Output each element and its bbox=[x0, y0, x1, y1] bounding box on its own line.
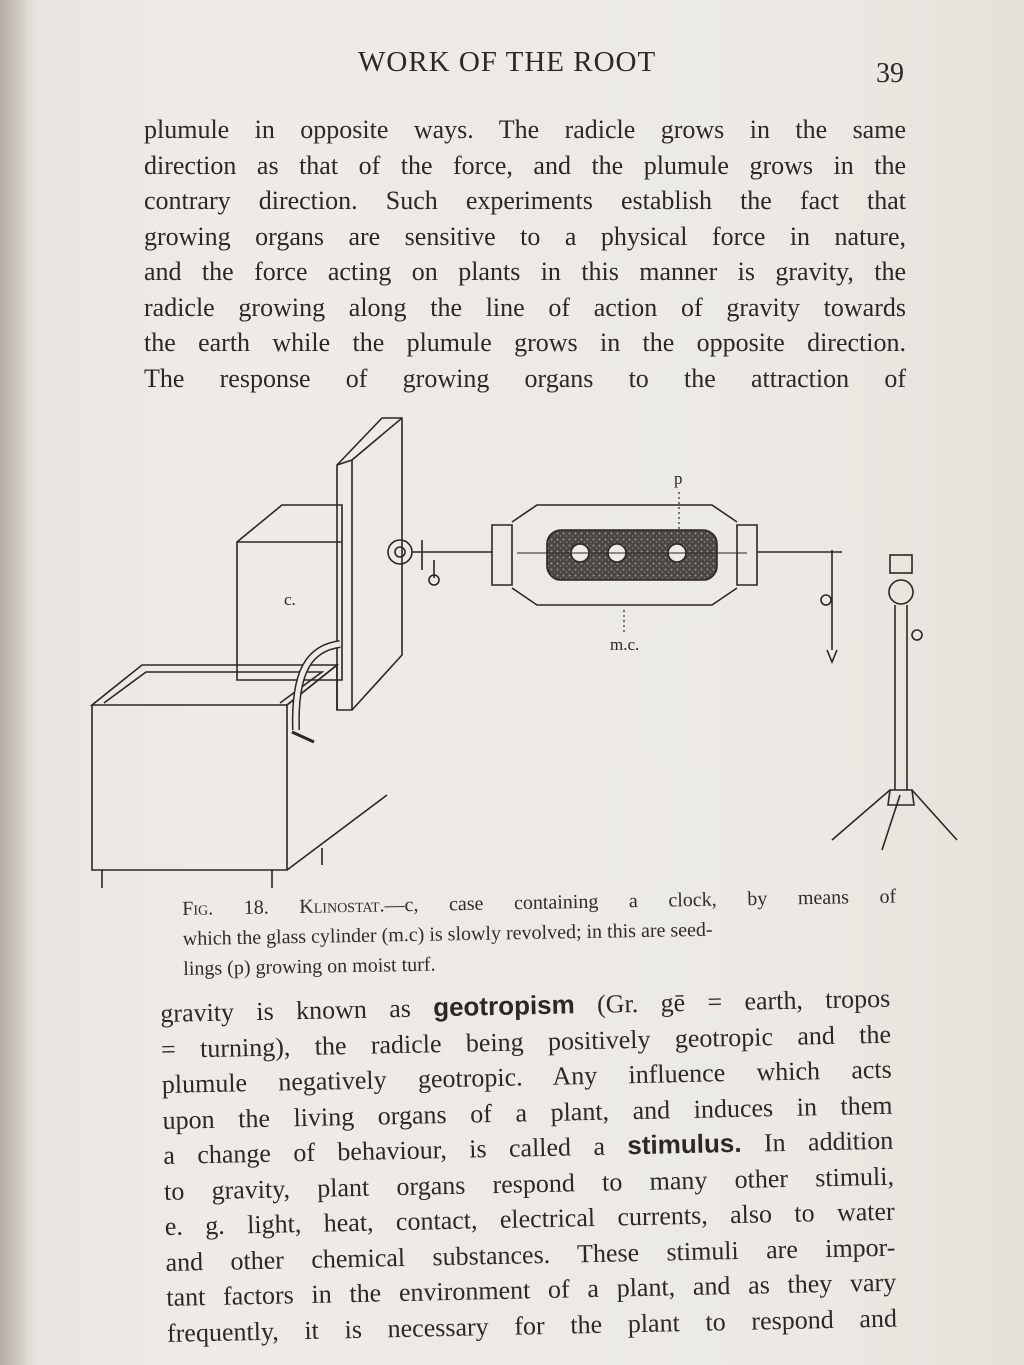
text-fragment: gravity is known as bbox=[160, 993, 434, 1028]
running-head: WORK OF THE ROOT bbox=[358, 46, 657, 78]
caption-line: lings (p) growing on moist turf. bbox=[183, 953, 436, 980]
trough-box bbox=[92, 665, 387, 888]
text-line: plumule in opposite ways. The radicle grows in the same bbox=[144, 115, 906, 144]
text-line: the earth while the plumule grows in the opposite direction. bbox=[144, 328, 906, 357]
text-line: to gravity, plant organs respond to many other stimuli, bbox=[163, 1161, 895, 1206]
text-line: radicle growing along the line of action of gravity towards bbox=[144, 292, 906, 322]
text-line: tant factors in the environment of a plant, and as they vary bbox=[166, 1267, 897, 1312]
paragraph-bottom bbox=[160, 981, 897, 1351]
mounting-board bbox=[337, 418, 402, 710]
figure-caption bbox=[182, 882, 897, 984]
klinostat-illustration bbox=[82, 400, 962, 890]
term-geotropism: geotropism bbox=[432, 989, 576, 1023]
term-stimulus: stimulus. bbox=[627, 1127, 742, 1161]
book-gutter bbox=[0, 0, 26, 1365]
caption-fig-number: Fig. 18. bbox=[182, 896, 269, 920]
page-number: 39 bbox=[876, 58, 904, 89]
text-line: frequently, it is necessary for the plant to respond and bbox=[166, 1303, 898, 1348]
text-line: = turning), the radicle being positively geotropic and the bbox=[160, 1019, 892, 1064]
caption-line: which the glass cylinder (m.c) is slowly revolved; in this are seed- bbox=[182, 918, 713, 950]
paragraph-top bbox=[144, 112, 906, 396]
text-line: e. g. light, heat, contact, electrical currents, also to water bbox=[164, 1196, 895, 1241]
glass-cylinder bbox=[492, 492, 842, 632]
caption-title: Klinostat. bbox=[299, 894, 385, 918]
text-line: and other chemical substances. These stimuli are impor- bbox=[165, 1232, 896, 1277]
text-line: and the force acting on plants in this manner is gravity, the bbox=[144, 257, 906, 286]
text-fragment: In addition bbox=[741, 1125, 894, 1158]
figure-label-seedlings: p bbox=[674, 469, 683, 488]
caption-line1-rest: —c, case containing a clock, by means of bbox=[384, 885, 897, 917]
support-stand bbox=[821, 550, 957, 850]
text-line: contrary direction. Such experiments establish the fact that bbox=[144, 186, 906, 215]
text-line: growing organs are sensitive to a physical force in nature, bbox=[144, 221, 906, 251]
figure-label-cylinder: m.c. bbox=[610, 635, 640, 654]
clock-spindle bbox=[388, 540, 492, 585]
text-fragment: a change of behaviour, is called a bbox=[163, 1131, 628, 1170]
text-line: plumule negatively geotropic. Any influence which acts bbox=[161, 1054, 892, 1099]
figure-label-case: c. bbox=[284, 590, 296, 609]
text-line: upon the living organs of a plant, and induces in them bbox=[162, 1090, 893, 1135]
text-fragment: (Gr. gē = earth, tropos bbox=[574, 983, 891, 1020]
text-line: The response of growing organs to the attraction of bbox=[144, 363, 906, 393]
text-line: direction as that of the force, and the plumule grows in the bbox=[144, 150, 906, 180]
connecting-hose bbox=[292, 644, 340, 742]
